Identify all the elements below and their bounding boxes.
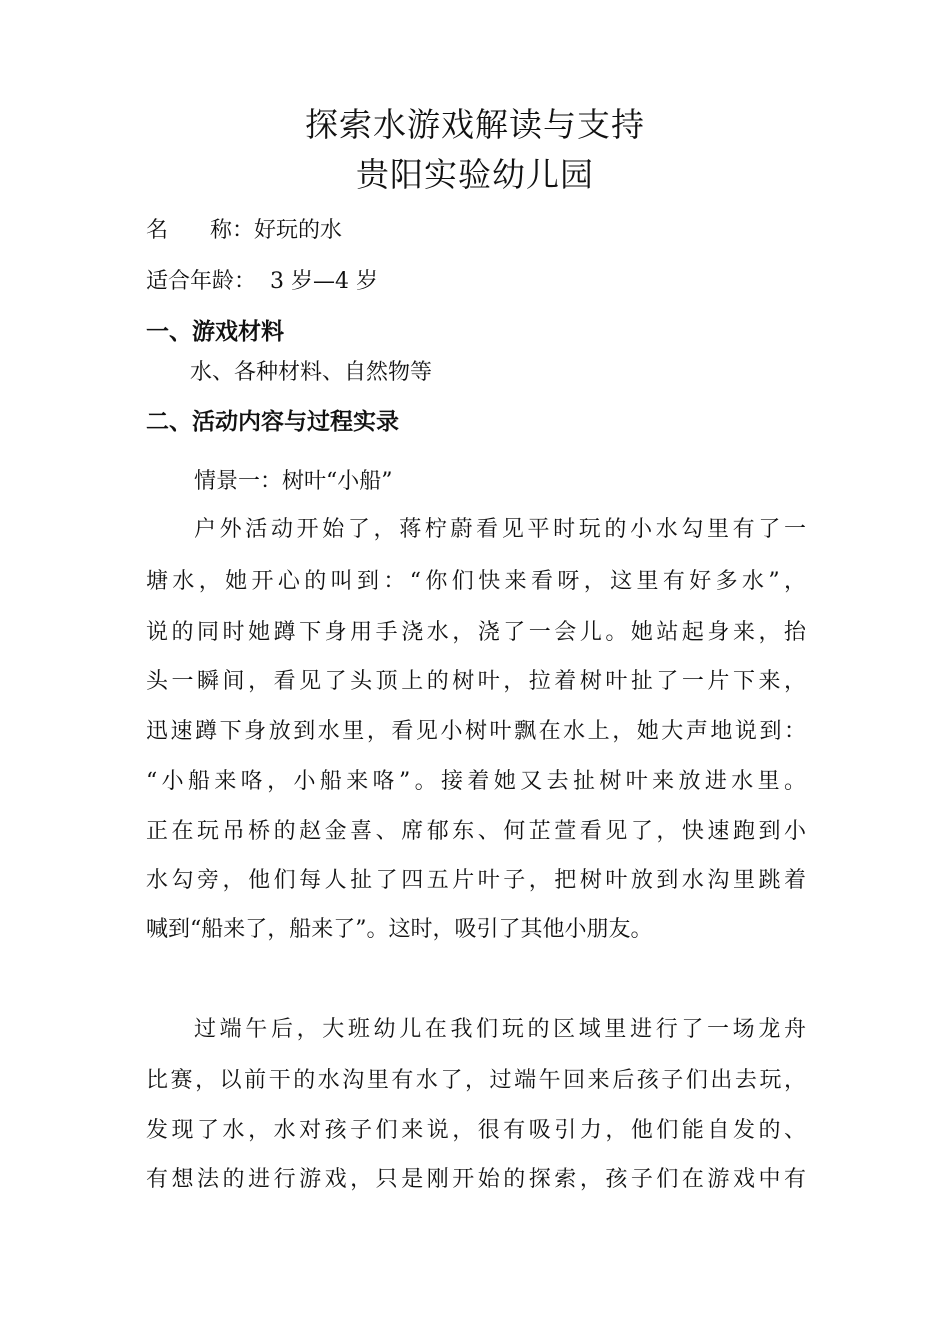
paragraph-line: 过端午后，大班幼儿在我们玩的区域里进行了一场龙舟 (194, 1017, 806, 1042)
age-line: 适合年龄： 3 岁—4 岁 (146, 269, 378, 294)
paragraph-line: 喊到“船来了，船来了”。这时，吸引了其他小朋友。 (146, 917, 653, 942)
paragraph-line: 水勾旁，他们每人扯了四五片叶子，把树叶放到水沟里跳着 (146, 868, 806, 893)
paragraph-line: 塘水，她开心的叫到：“你们快来看呀，这里有好多水”， (146, 569, 806, 594)
document-subtitle: 贵阳实验幼儿园 (356, 155, 594, 194)
paragraph-line: “小船来咯，小船来咯”。接着她又去扯树叶来放进水里。 (146, 769, 806, 794)
section-heading-materials: 一、游戏材料 (146, 319, 284, 345)
scene-title: 情景一：树叶“小船” (194, 469, 393, 494)
paragraph-line: 户外活动开始了，蒋柠蔚看见平时玩的小水勾里有了一 (194, 517, 806, 542)
paragraph-line: 迅速蹲下身放到水里，看见小树叶飘在水上，她大声地说到： (146, 719, 806, 744)
paragraph-line: 正在玩吊桥的赵金喜、席郁东、何芷萱看见了，快速跑到小 (146, 819, 806, 844)
paragraph-line: 比赛，以前干的水沟里有水了，过端午回来后孩子们出去玩， (146, 1068, 806, 1093)
section-heading-process: 二、活动内容与过程实录 (146, 409, 399, 435)
paragraph-line: 头一瞬间，看见了头顶上的树叶，拉着树叶扯了一片下来， (146, 669, 806, 694)
paragraph-line: 说的同时她蹲下身用手浇水，浇了一会儿。她站起身来，抬 (146, 620, 806, 645)
document-title: 探索水游戏解读与支持 (305, 105, 645, 144)
paragraph-line: 有想法的进行游戏，只是刚开始的探索，孩子们在游戏中有 (146, 1167, 806, 1192)
activity-name-line: 名 称：好玩的水 (146, 218, 342, 243)
paragraph-line: 发现了水，水对孩子们来说，很有吸引力，他们能自发的、 (146, 1118, 806, 1143)
materials-text: 水、各种材料、自然物等 (190, 360, 433, 385)
